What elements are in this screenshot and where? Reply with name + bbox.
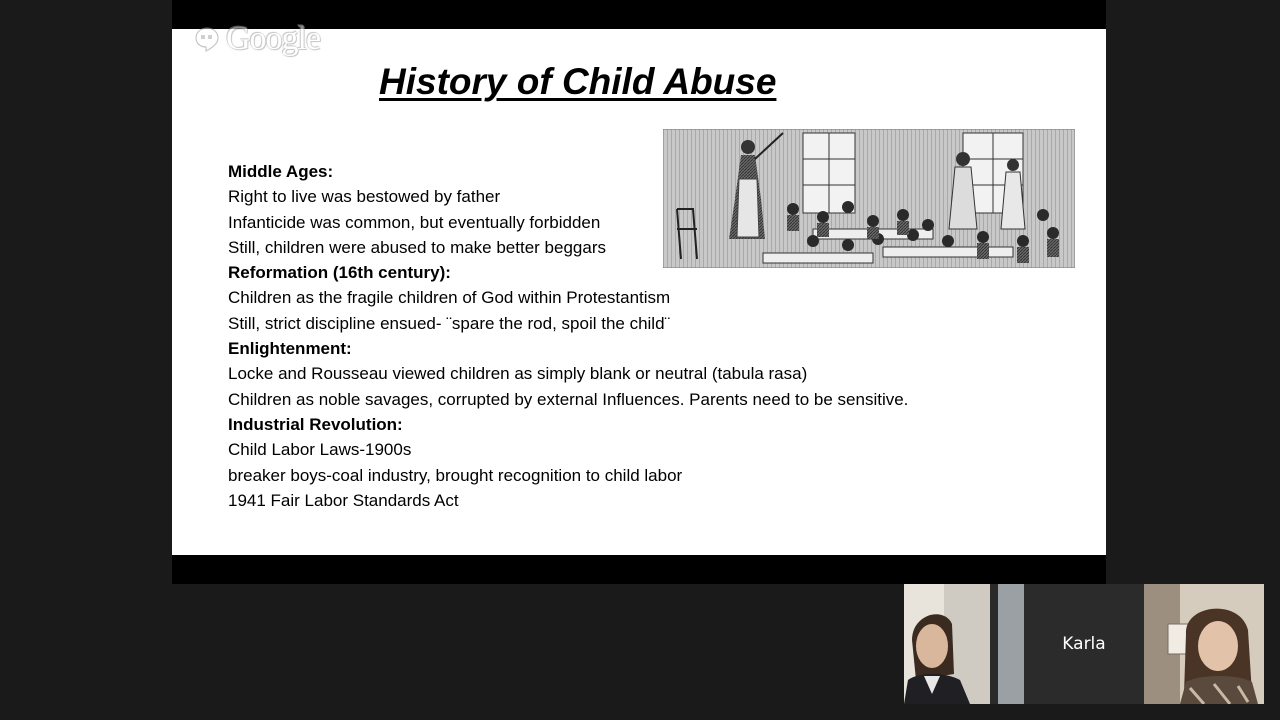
- slide-heading: Middle Ages:: [228, 162, 334, 181]
- participant-name: Karla: [1062, 634, 1106, 654]
- slide-text-line: Locke and Rousseau viewed children as simply blank or neutral (tabula rasa): [228, 364, 808, 384]
- slide-text-line: Still, strict discipline ensued- ¨spare the rod, spoil the child¨: [228, 313, 671, 333]
- slide-heading: Reformation (16th century):: [228, 263, 451, 283]
- slide-heading: Industrial Revolution:: [228, 414, 403, 434]
- watermark-text: Google: [226, 20, 321, 57]
- presentation-stage[interactable]: [172, 0, 1106, 584]
- google-watermark: [194, 20, 320, 58]
- participant-video-2[interactable]: [1144, 584, 1264, 704]
- participant-video-1[interactable]: [904, 584, 1024, 704]
- slide-text-line: 1941 Fair Labor Standards Act: [228, 490, 459, 510]
- slide-text-line: Children as the fragile children of God within Protestantism: [228, 288, 671, 308]
- slide-text-line: Children as noble savages, corrupted by external Influences. Parents need to be sensitive.: [228, 389, 909, 409]
- slide-text-line: breaker boys-coal industry, brought recognition to child labor: [228, 465, 683, 485]
- participant-tile-karla[interactable]: [1024, 584, 1144, 704]
- slide-text-line: Still, children were abused to make better beggars: [228, 237, 606, 257]
- slide-text-line: Right to live was bestowed by father: [228, 187, 501, 207]
- hangouts-bubble-icon: [194, 26, 220, 52]
- slide-title: History of Child Abuse: [379, 61, 777, 102]
- slide-body: [228, 159, 988, 513]
- slide-text-line: Child Labor Laws-1900s: [228, 440, 412, 460]
- slide-heading: Enlightenment:: [228, 339, 352, 359]
- slide: [172, 29, 1106, 555]
- slide-text-line: Infanticide was common, but eventually forbidden: [228, 212, 601, 232]
